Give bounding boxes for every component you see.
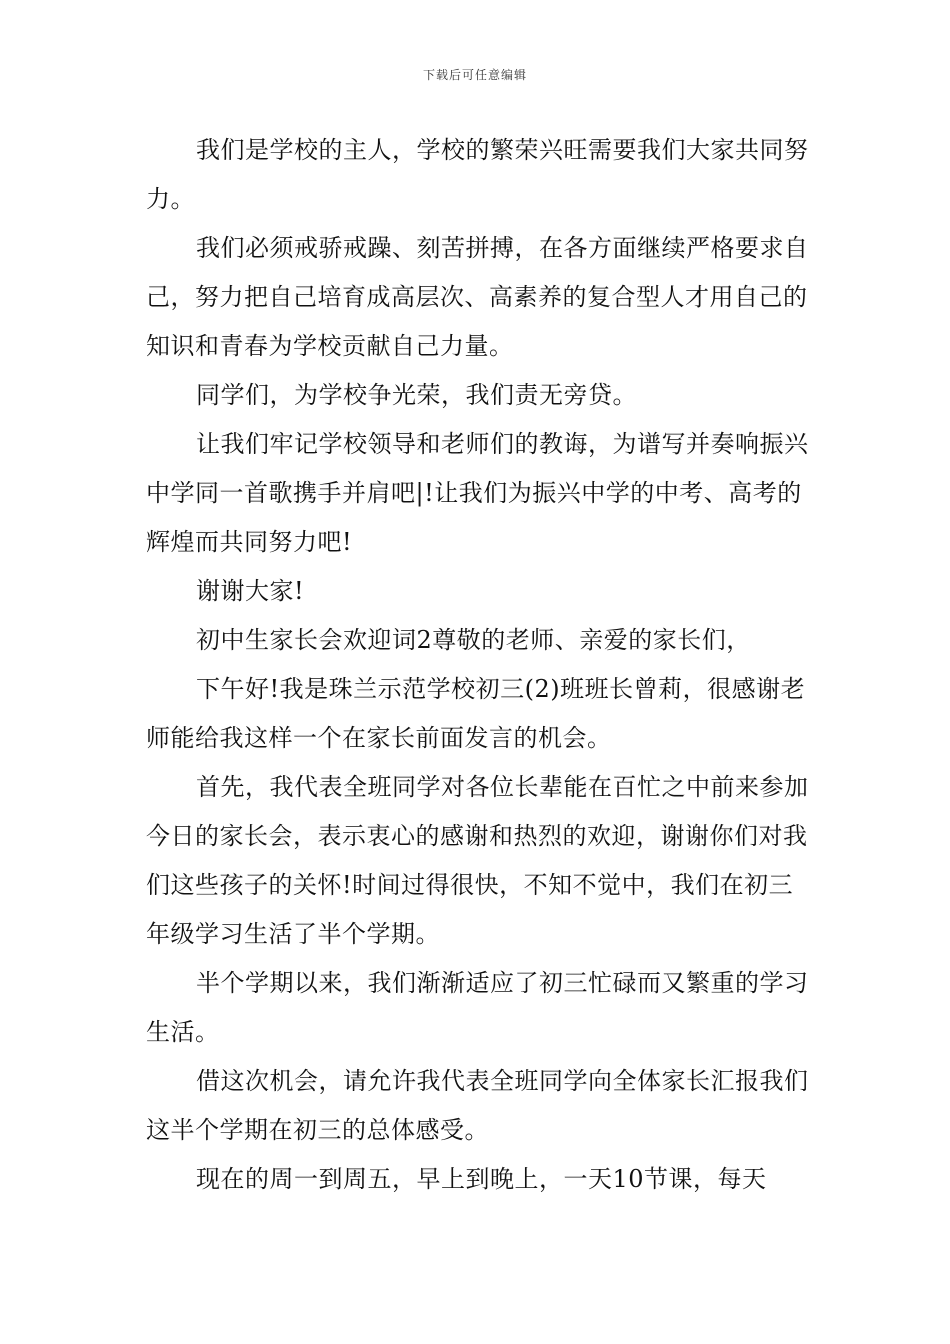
paragraph-5: 谢谢大家!	[196, 577, 305, 605]
paragraph-1: 我们是学校的主人，学校的繁荣兴旺需要我们大家共同努力。	[146, 136, 809, 213]
paragraph-8: 首先，我代表全班同学对各位长辈能在百忙之中前来参加今日的家长会，表示衷心的感谢和热烈的欢迎，谢谢你们对我们这些孩子的关怀!时间过得很快，不知不觉中，我们在初三年级学习生活了半个学期。	[146, 773, 809, 948]
paragraph-6: 初中生家长会欢迎词2尊敬的老师、亲爱的家长们，	[196, 626, 751, 654]
paragraph-4: 让我们牢记学校领导和老师们的教诲，为谱写并奏响振兴中学同一首歌携手并肩吧|!让我们为振兴中学的中考、高考的辉煌而共同努力吧!	[146, 430, 809, 556]
paragraph-2: 我们必须戒骄戒躁、刻苦拼搏，在各方面继续严格要求自己，努力把自己培育成高层次、高素养的复合型人才用自己的知识和青春为学校贡献自己力量。	[146, 234, 809, 360]
paragraph-3: 同学们，为学校争光荣，我们责无旁贷。	[196, 381, 637, 409]
document-body	[146, 126, 810, 1204]
paragraph-11: 现在的周一到周五，早上到晚上，一天10节课，每天	[196, 1165, 767, 1193]
page-header: 下载后可任意编辑	[422, 68, 527, 82]
paragraph-10: 借这次机会，请允许我代表全班同学向全体家长汇报我们这半个学期在初三的总体感受。	[146, 1067, 809, 1144]
paragraph-9: 半个学期以来，我们渐渐适应了初三忙碌而又繁重的学习生活。	[146, 969, 809, 1046]
paragraph-7: 下午好!我是珠兰示范学校初三(2)班班长曾莉，很感谢老师能给我这样一个在家长前面发言的机会。	[146, 675, 806, 752]
